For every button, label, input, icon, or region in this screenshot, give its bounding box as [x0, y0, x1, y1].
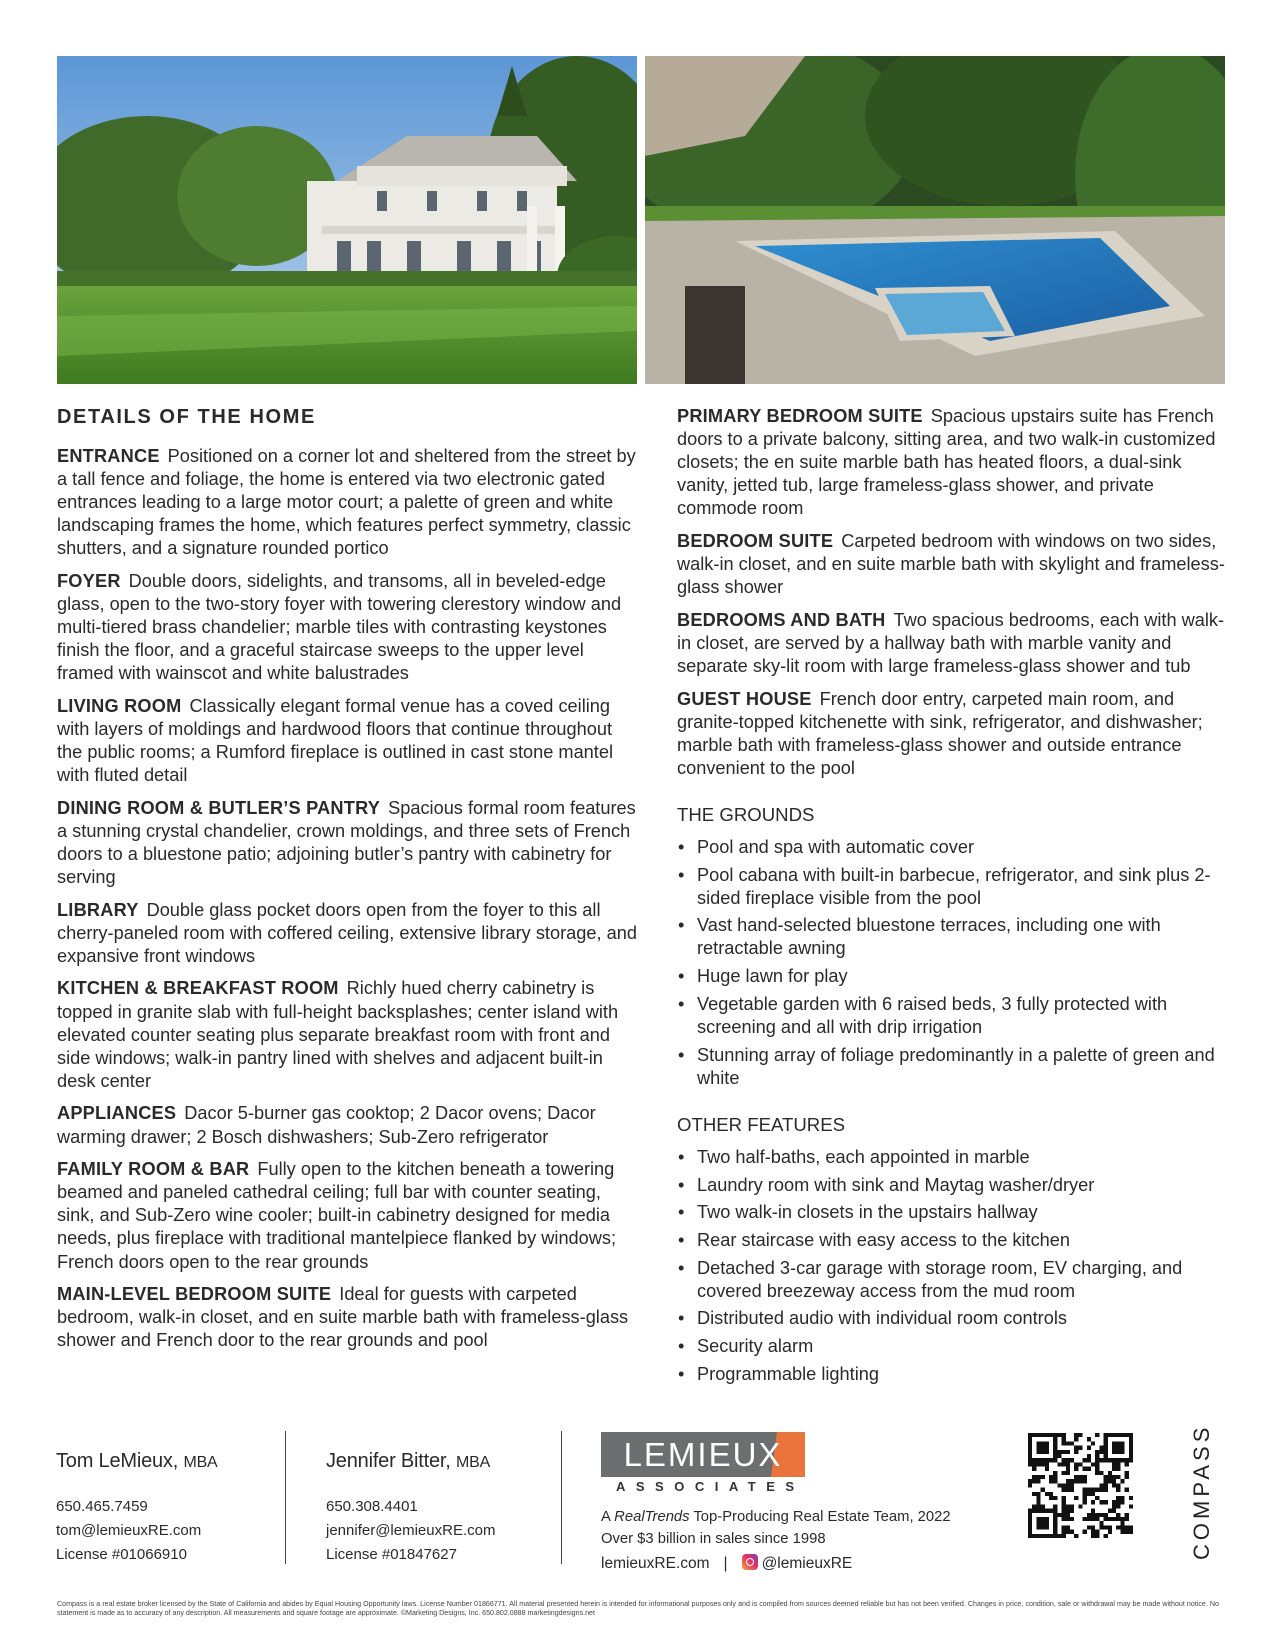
- logo-subtitle: ASSOCIATES: [616, 1479, 805, 1494]
- agent-license: License #01066910: [56, 1546, 187, 1563]
- grounds-heading: THE GROUNDS: [677, 803, 815, 825]
- detail-heading: BEDROOM SUITE: [677, 530, 834, 551]
- compass-logo: COMPASS: [1189, 1423, 1214, 1560]
- website-link[interactable]: lemieuxRE.com: [601, 1555, 710, 1572]
- tagline-sales: Over $3 billion in sales since 1998: [601, 1531, 826, 1547]
- tagline-prefix: A: [601, 1509, 615, 1525]
- agent-name-text: Jennifer Bitter,: [326, 1450, 451, 1472]
- pool-photo: [645, 56, 1225, 384]
- detail-paragraph: [677, 688, 1237, 780]
- agent-name: [56, 1448, 218, 1476]
- grounds-list: [677, 836, 1237, 1090]
- detail-text: Classically elegant formal venue has a coved ceiling with layers of moldings and hardwood floors that continue throughout the public rooms; a Rumford fireplace is outlined in cast stone mantel with fluted detail: [57, 695, 614, 786]
- detail-text: Fully open to the kitchen beneath a towering beamed and paneled cathedral ceiling; full bar with counter seating, sink, and Sub-Zero wine cooler; built-in cabinetry designed for media needs, plus fireplace with traditional mantelpiece flanked by windows; French doors open to the rear grounds: [57, 1159, 617, 1272]
- tagline-suffix: Top-Producing Real Estate Team, 2022: [689, 1509, 951, 1525]
- detail-heading: APPLIANCES: [57, 1103, 177, 1124]
- detail-heading: LIBRARY: [57, 899, 139, 920]
- list-item: • Two walk-in closets in the upstairs hallway: [677, 1201, 1237, 1224]
- agent-card-tom: [56, 1448, 218, 1567]
- agent-license: License #01847627: [326, 1546, 457, 1563]
- detail-paragraph: [57, 445, 637, 560]
- divider: [561, 1431, 562, 1564]
- list-item: • Huge lawn for play: [677, 965, 1237, 988]
- detail-heading: ENTRANCE: [57, 446, 160, 466]
- list-item: • Laundry room with sink and Maytag washer/dryer: [677, 1174, 1237, 1197]
- divider: [285, 1431, 286, 1564]
- detail-paragraph: [57, 977, 637, 1092]
- logo-text: LEMIEUX: [623, 1436, 783, 1473]
- detail-paragraph: [57, 1102, 637, 1148]
- agent-name-text: Tom LeMieux,: [56, 1450, 179, 1472]
- detail-text: Ideal for guests with carpeted bedroom, walk-in closet, and en suite marble bath with frameless-glass shower and French door to the rear grounds and pool: [57, 1284, 629, 1351]
- agent-credential: MBA: [183, 1454, 218, 1471]
- detail-paragraph: [677, 609, 1237, 678]
- detail-text: Carpeted bedroom with windows on two sides, walk-in closet, and en suite marble bath with skylight and frameless-glass shower: [677, 530, 1225, 598]
- section-title: DETAILS OF THE HOME: [57, 406, 316, 428]
- list-item: • Programmable lighting: [677, 1363, 1237, 1386]
- detail-text: French door entry, carpeted main room, and granite-topped kitchenette with sink, refrigerator, and dishwasher; marble bath with frameless-glass shower and outside entrance convenient to the pool: [677, 688, 1203, 778]
- detail-paragraph: [57, 797, 637, 889]
- detail-text: Spacious formal room features a stunning crystal chandelier, crown moldings, and three sets of French doors to a bluestone patio; adjoining butler’s pantry with cabinetry for serving: [57, 797, 636, 888]
- detail-heading: KITCHEN & BREAKFAST ROOM: [57, 978, 339, 999]
- qr-code[interactable]: [1028, 1433, 1133, 1538]
- detail-text: Two spacious bedrooms, each with walk-in closet, are served by a hallway bath with marble vanity and separate sky-lit room with large frameless-glass shower and tub: [677, 609, 1225, 676]
- agent-phone[interactable]: 650.308.4401: [326, 1498, 418, 1515]
- agent-email[interactable]: tom@lemieuxRE.com: [56, 1522, 202, 1539]
- list-item: • Stunning array of foliage predominantly in a palette of green and white: [677, 1044, 1237, 1090]
- lemieux-logo: [601, 1432, 805, 1477]
- details-left-column: [57, 404, 637, 1362]
- contact-links: [601, 1554, 852, 1573]
- list-item: • Distributed audio with individual room controls: [677, 1307, 1237, 1330]
- list-item: • Detached 3-car garage with storage room, EV charging, and covered breezeway access from the mud room: [677, 1257, 1237, 1303]
- agent-name: [326, 1448, 495, 1476]
- agent-email[interactable]: jennifer@lemieuxRE.com: [326, 1522, 496, 1539]
- detail-paragraph: [57, 695, 637, 787]
- legal-disclaimer: Compass is a real estate broker licensed by the State of California and abides by Equal Housing Opportunity laws. License Number 01866771. All material presented herein is intended for informational purposes only and is compiled from sources deemed reliable but has not been verified. Changes in price, condition, sale or withdrawal may be made without notice. No statement is made as to accuracy of any description. All measurements and square footage are approximate. ©Marketing Designs, Inc. 650.802.0888 marketingdesigns.net: [57, 1600, 1219, 1617]
- detail-paragraph: [57, 570, 637, 685]
- detail-heading: FOYER: [57, 570, 121, 591]
- list-item: • Pool cabana with built-in barbecue, refrigerator, and sink plus 2-sided fireplace visible from the pool: [677, 864, 1237, 910]
- list-item: • Two half-baths, each appointed in marble: [677, 1146, 1237, 1169]
- agent-card-jennifer: [326, 1448, 495, 1567]
- instagram-handle[interactable]: @lemieuxRE: [761, 1555, 853, 1572]
- list-item: • Security alarm: [677, 1335, 1237, 1358]
- detail-heading: PRIMARY BEDROOM SUITE: [677, 406, 923, 426]
- detail-text: Positioned on a corner lot and sheltered from the street by a tall fence and foliage, the home is entered via two electronic gated entrances leading to a large motor court; a palette of green and white landscaping frames the home, which features perfect symmetry, classic shutters, and a signature rounded portico: [57, 446, 636, 559]
- instagram-icon: [742, 1554, 758, 1570]
- tagline-emphasis: RealTrends: [614, 1509, 690, 1525]
- detail-text: Dacor 5-burner gas cooktop; 2 Dacor ovens; Dacor warming drawer; 2 Bosch dishwashers; Sub-Zero refrigerator: [57, 1103, 596, 1147]
- list-item: • Vast hand-selected bluestone terraces, including one with retractable awning: [677, 914, 1237, 960]
- details-right-column: [677, 405, 1237, 1390]
- detail-text: Richly hued cherry cabinetry is topped in granite slab with full-height backsplashes; center island with elevated counter seating plus separate breakfast room with front and side windows; walk-in pantry lined with shelves and adjacent built-in desk center: [57, 978, 619, 1091]
- detail-paragraph: [677, 530, 1237, 599]
- list-item: • Pool and spa with automatic cover: [677, 836, 1237, 859]
- detail-paragraph: [57, 1283, 637, 1352]
- agent-phone[interactable]: 650.465.7459: [56, 1498, 148, 1515]
- detail-paragraph: [57, 1158, 637, 1273]
- list-item: • Rear staircase with easy access to the kitchen: [677, 1229, 1237, 1252]
- list-item: • Vegetable garden with 6 raised beds, 3 fully protected with screening and all with drip irrigation: [677, 993, 1237, 1039]
- detail-paragraph: [677, 405, 1237, 520]
- detail-heading: MAIN-LEVEL BEDROOM SUITE: [57, 1284, 332, 1305]
- separator: |: [723, 1555, 728, 1572]
- detail-heading: BEDROOMS AND BATH: [677, 609, 886, 630]
- detail-text: Spacious upstairs suite has French doors to a private balcony, sitting area, and two walk-in customized closets; the en suite marble bath has heated floors, a dual-sink vanity, jetted tub, large frameless-glass shower, and private commode room: [677, 406, 1216, 519]
- agent-credential: MBA: [456, 1454, 491, 1471]
- detail-text: Double doors, sidelights, and transoms, all in beveled-edge glass, open to the two-story foyer with towering clerestory window and multi-tiered brass chandelier; marble tiles with contrasting keystones finish the floor, and a graceful staircase sweeps to the upper level framed with wainscot and white balustrades: [57, 570, 622, 684]
- detail-heading: FAMILY ROOM & BAR: [57, 1159, 250, 1180]
- detail-paragraph: [57, 899, 637, 968]
- house-exterior-photo: [57, 56, 637, 384]
- detail-heading: LIVING ROOM: [57, 695, 182, 716]
- other-features-list: [677, 1146, 1237, 1386]
- tagline: [601, 1506, 951, 1550]
- detail-text: Double glass pocket doors open from the foyer to this all cherry-paneled room with coffered ceiling, extensive library storage, and expansive front windows: [57, 899, 637, 966]
- detail-heading: DINING ROOM & BUTLER’S PANTRY: [57, 797, 381, 818]
- other-features-heading: OTHER FEATURES: [677, 1113, 846, 1135]
- detail-heading: GUEST HOUSE: [677, 688, 812, 709]
